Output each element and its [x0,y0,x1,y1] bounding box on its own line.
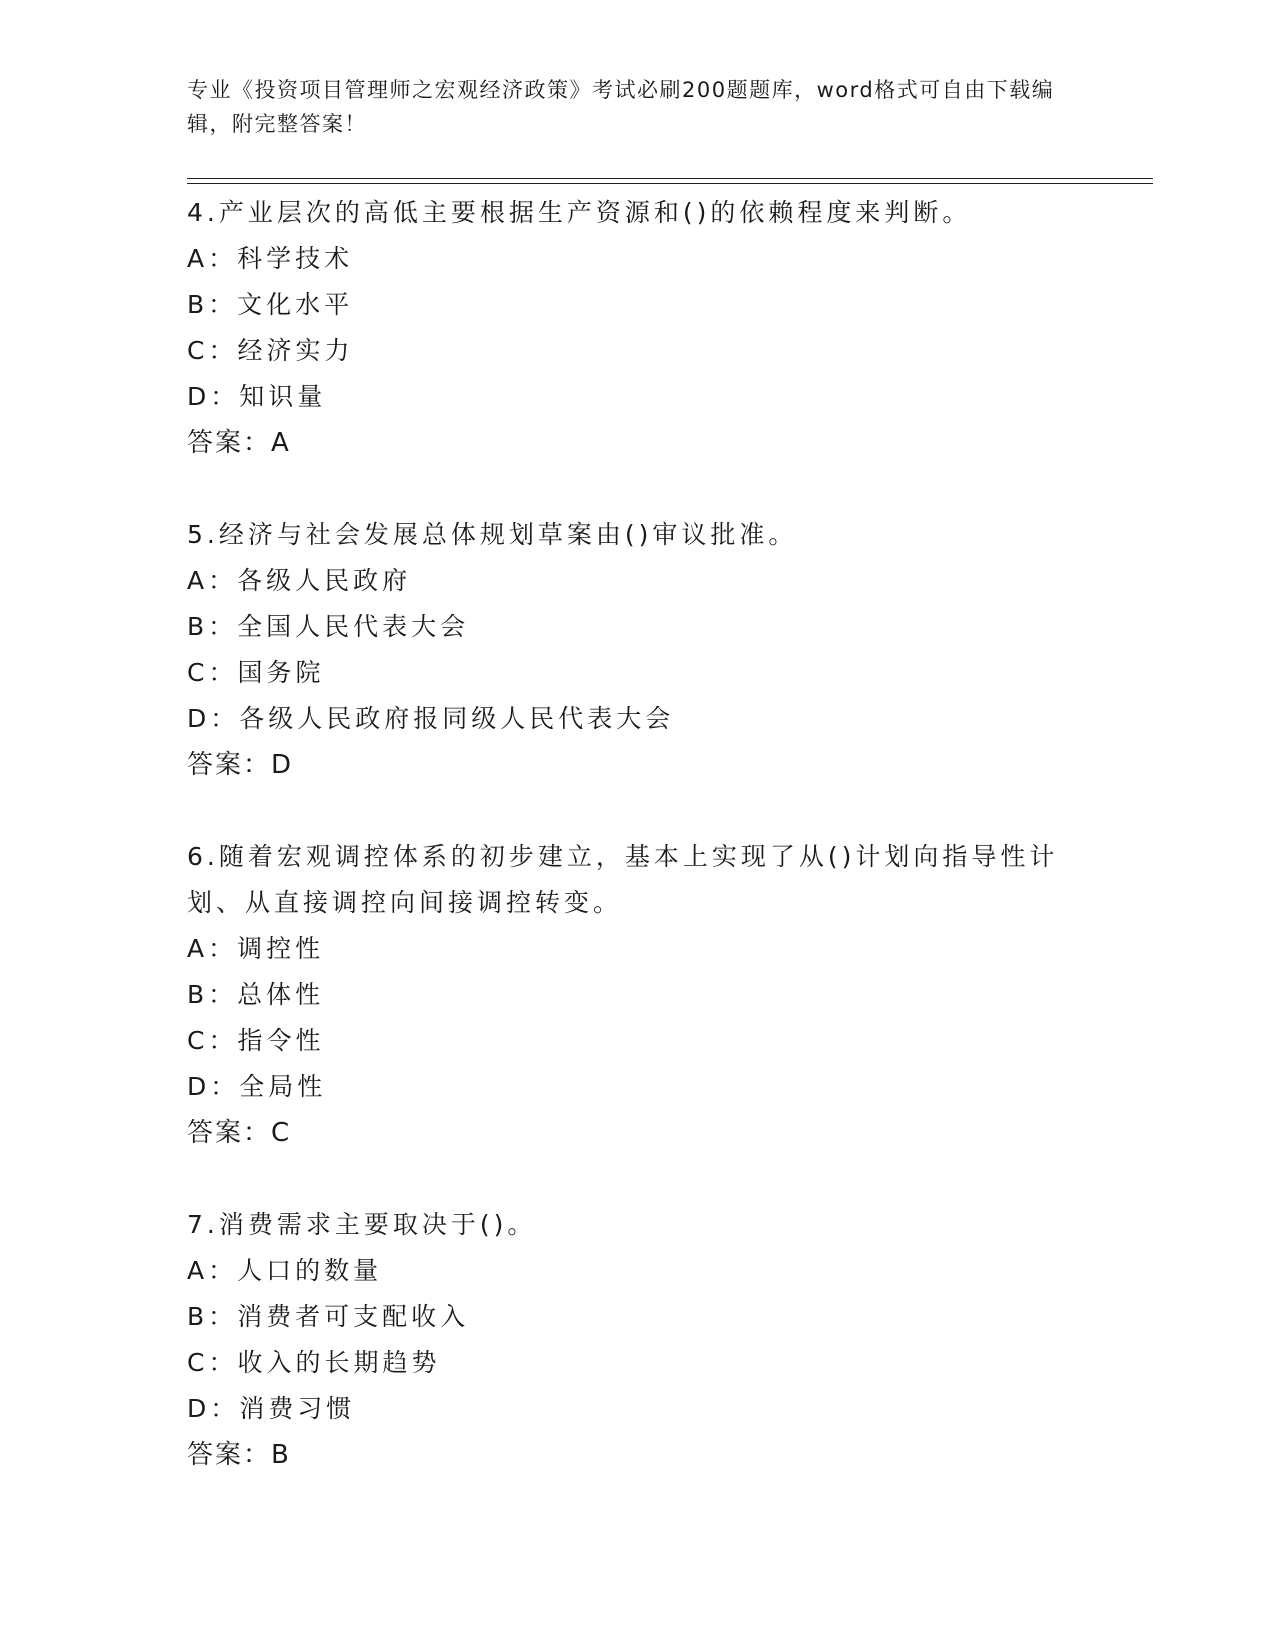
option-c: C：国务院 [187,658,325,687]
question-item [187,190,1087,466]
question-stem: 7.消费需求主要取决于()。 [187,1210,537,1239]
option-a: A：各级人民政府 [187,566,412,595]
option-d: D：各级人民政府报同级人民代表大会 [187,704,675,733]
answer-line: 答案：C [187,1118,292,1148]
option-d: D：消费习惯 [187,1394,356,1423]
option-a: A：科学技术 [187,244,354,273]
option-b: B：消费者可支配收入 [187,1302,470,1331]
header-divider-bottom [187,183,1153,184]
option-c: C：指令性 [187,1026,325,1055]
question-list [187,190,1087,1524]
question-stem: 6.随着宏观调控体系的初步建立，基本上实现了从()计划向指导性计划、从直接调控向间接调控转变。 [187,842,1059,917]
option-a: A：人口的数量 [187,1256,383,1285]
option-b: B：全国人民代表大会 [187,612,470,641]
question-item [187,834,1087,1156]
question-item [187,1202,1087,1478]
answer-line: 答案：A [187,428,291,458]
option-c: C：经济实力 [187,336,354,365]
answer-line: 答案：D [187,750,294,780]
option-d: D：知识量 [187,382,327,411]
question-stem: 5.经济与社会发展总体规划草案由()审议批准。 [187,520,798,549]
question-stem: 4.产业层次的高低主要根据生产资源和()的依赖程度来判断。 [187,198,972,227]
header-divider-top [187,178,1153,179]
option-b: B：总体性 [187,980,325,1009]
option-c: C：收入的长期趋势 [187,1348,441,1377]
question-item [187,512,1087,788]
option-a: A：调控性 [187,934,325,963]
option-b: B：文化水平 [187,290,354,319]
document-header: 专业《投资项目管理师之宏观经济政策》考试必刷200题题库，word格式可自由下载编辑，附完整答案！ [187,78,1055,136]
option-d: D：全局性 [187,1072,327,1101]
answer-line: 答案：B [187,1440,291,1470]
